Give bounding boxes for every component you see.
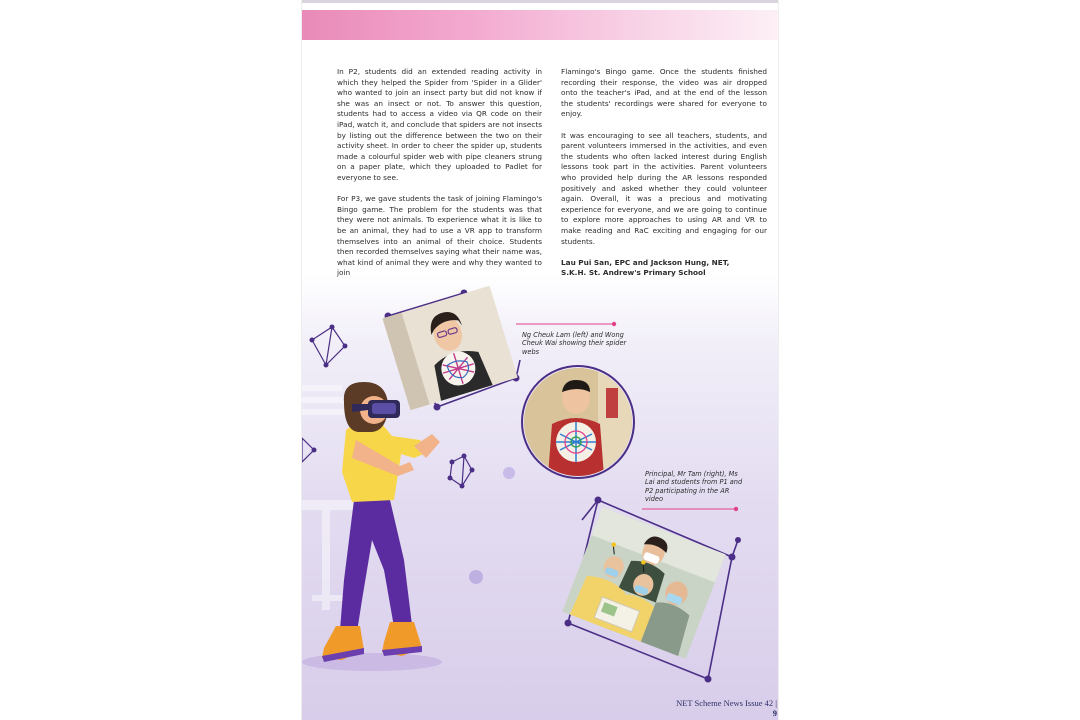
magazine-page xyxy=(301,0,779,720)
byline-authors: Lau Pui San, EPC and Jackson Hung, NET, xyxy=(561,257,730,267)
page-number: 9 xyxy=(772,708,777,718)
publication-name: NET Scheme News Issue 42 xyxy=(676,698,774,708)
floating-dot xyxy=(469,570,483,584)
paragraph-conclusion: It was encouraging to see all teachers, students, and parent volunteers immersed in the activities, and even the students who often lacked interest during English lessons took part in the activities. Parent volunteers who provided help during the AR lessons responded positively and asked whether they could volunteer again. Overall, it was a precious and motivating experience for everyone, and we are going to continue to explore more approaches to using AR and VR to make reading and RaC exciting and engaging for our students. xyxy=(561,130,767,246)
page-footer xyxy=(672,698,777,718)
paragraph-p3-activity: For P3, we gave students the task of joining Flamingo's Bingo game. The problem for the students was that they were not animals. To experience what it is like to be an animal, they had to use a VR app to transform themselves into an animal of their choice. Students then recorded themselves saying what their name was, what kind of animal they were and why they wanted to join xyxy=(337,194,542,278)
caption-ar-video: Principal, Mr Tam (right), Ms Lai and students from P1 and P2 participating in the AR video xyxy=(645,470,743,504)
floating-dot xyxy=(503,467,515,479)
decorative-artwork xyxy=(302,0,779,720)
byline-school: S.K.H. St. Andrew's Primary School xyxy=(561,268,706,278)
paragraph-bingo-continued: Flamingo's Bingo game. Once the students finished recording their response, the video was air dropped onto the teacher's iPad, and at the end of the lesson the students' recordings were shared for everyone to enjoy. xyxy=(561,67,767,119)
footer-separator: | xyxy=(775,698,777,708)
paragraph-p2-activity: In P2, students did an extended reading activity in which they helped the Spider from 'Spider in a Glider' who wanted to join an insect party but did not know if she was an insect or not. To answer this question, students had to access a video via QR code on their iPad, watch it, and conclude that spiders are not insects by listing out the difference between the two on their activity sheet. In order to cheer the spider up, students made a colourful spider web with pipe cleaners strung on a paper plate, which they uploaded to Padlet for everyone to see. xyxy=(337,67,542,182)
vr-girl-illustration xyxy=(322,382,440,662)
caption-spider-webs: Ng Cheuk Lam (left) and Wong Cheuk Wai showing their spider webs xyxy=(522,331,627,356)
caption2-pointer-dot xyxy=(734,507,738,511)
photo-spider-web-boy xyxy=(524,368,632,476)
caption1-pointer-dot xyxy=(612,322,616,326)
